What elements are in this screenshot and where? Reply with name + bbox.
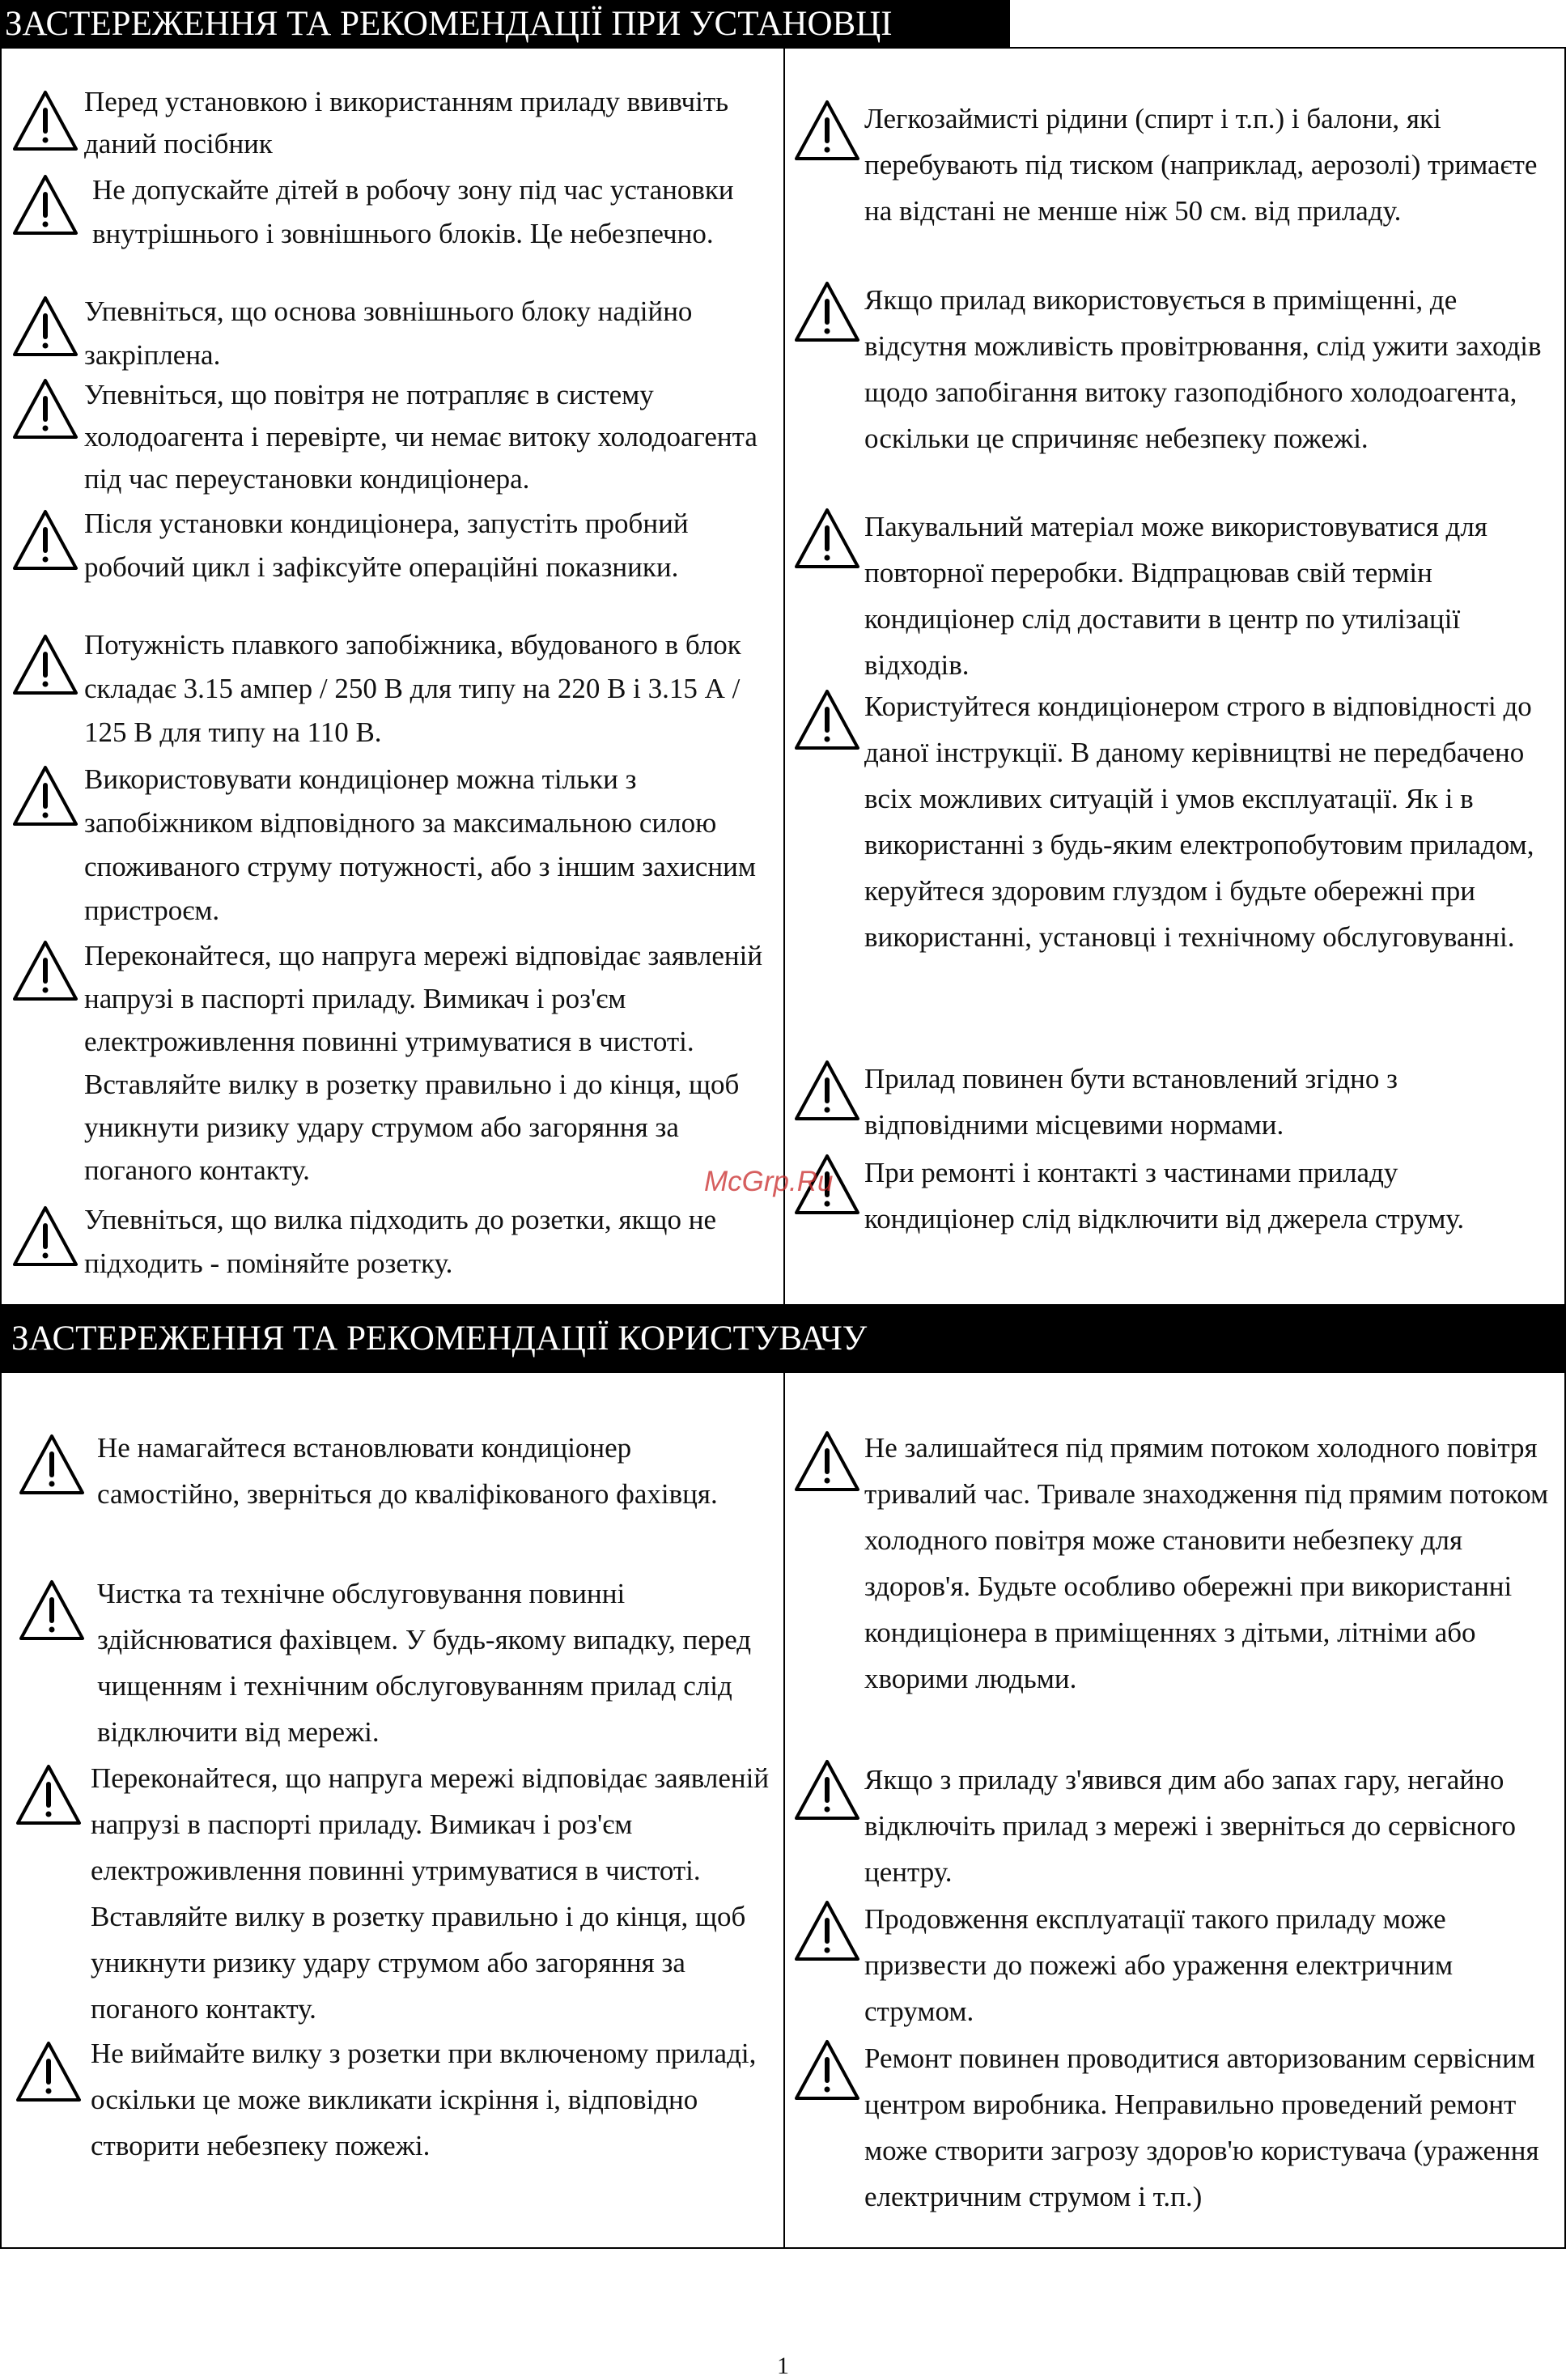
- installation-left-column: [11, 81, 772, 1289]
- warning-item: Якщо прилад використовується в приміщенні, де відсутня можливість провітрювання, слід ужити заходів щодо запобігання витоку газоподібного холодоагента, оскільки це спричиняє небезпеку пожежі.: [793, 277, 1554, 504]
- warning-icon: [11, 508, 79, 572]
- warning-icon: [793, 1899, 861, 1962]
- warning-icon: [11, 295, 79, 358]
- section-title-installation: [0, 0, 1010, 47]
- warning-item: Пакувальний матеріал може використовуватися для повторної переробки. Відпрацював свій термін кондиціонер слід доставити в центр по утилізації відходів.: [793, 504, 1554, 683]
- warning-icon: [18, 1579, 86, 1642]
- column-divider: [783, 47, 785, 1306]
- warning-item: Продовження експлуатації такого приладу може призвести до пожежі або ураження електричним струмом.: [793, 1896, 1554, 2035]
- warning-icon: [793, 2038, 861, 2102]
- warning-icon: [11, 1205, 79, 1268]
- warning-item: При ремонті і контакті з частинами приладу кондиціонер слід відключити від джерела струму.: [793, 1150, 1554, 1287]
- warning-item: Потужність плавкого запобіжника, вбудованого в блок складає 3.15 ампер / 250 В для типу на 220 В і 3.15 А / 125 В для типу на 110 В.: [11, 623, 772, 758]
- warning-item: Легкозаймисті рідини (спирт і т.п.) і балони, які перебувають під тиском (наприклад, аерозолі) тримаєте на відстані не менше ніж 50 см. від приладу.: [793, 96, 1554, 277]
- warning-icon: [793, 1059, 861, 1122]
- warning-icon: [11, 377, 79, 440]
- warning-icon: [11, 939, 79, 1002]
- watermark: McGrp.Ru: [704, 1166, 834, 1197]
- warning-icon: [11, 633, 79, 696]
- warning-item: Переконайтеся, що напруга мережі відповідає заявленій напрузі в паспорті приладу. Вимикач і роз'єм електроживлення повинні утримуватися в чистоті. Вставляйте вилку в розетку правильно і до кінця, щоб уникнути ризику удару струмом або загоряння за поганого контакту.: [10, 1755, 774, 2030]
- page-number: 1: [777, 2352, 789, 2379]
- warning-item: Перед установкою і використанням приладу ввивчіть даний посібник: [11, 81, 772, 165]
- warning-icon: [15, 2040, 83, 2103]
- warning-item: Після установки кондиціонера, запустіть пробний робочий цикл і зафіксуйте операційні показники.: [11, 502, 772, 623]
- section-title-text: ЗАСТЕРЕЖЕННЯ ТА РЕКОМЕНДАЦІЇ КОРИСТУВАЧУ: [11, 1319, 868, 1358]
- section-title-text: ЗАСТЕРЕЖЕННЯ ТА РЕКОМЕНДАЦІЇ ПРИ УСТАНОВЦІ: [5, 4, 893, 43]
- warning-icon: [793, 688, 861, 751]
- warning-icon: [11, 173, 79, 236]
- warning-item: Упевніться, що повітря не потрапляє в систему холодоагента і перевірте, чи немає витоку холодоагента під час переустановки кондиціонера.: [11, 374, 772, 502]
- warning-icon: [793, 1758, 861, 1821]
- warning-item: Не намагайтеся встановлювати кондиціонер самостійно, зверніться до кваліфікованого фахівця.: [10, 1425, 774, 1570]
- warning-icon: [18, 1433, 86, 1496]
- warning-item: Не виймайте вилку з розетки при включеному приладі, оскільки це може викликати іскріння і, відповідно створити небезпеку пожежі.: [10, 2030, 774, 2176]
- section-title-user: [0, 1304, 1566, 1372]
- warning-icon: [15, 1763, 83, 1826]
- column-divider: [783, 1371, 785, 2249]
- warning-icon: [793, 507, 861, 570]
- warning-icon: [11, 89, 79, 152]
- warning-item: Якщо з приладу з'явився дим або запах гару, негайно відключіть прилад з мережі і зверніться до сервісного центру.: [793, 1757, 1554, 1896]
- warning-item: Прилад повинен бути встановлений згідно з відповідними місцевими нормами.: [793, 1056, 1554, 1150]
- warning-icon: [793, 99, 861, 162]
- warning-item: Ремонт повинен проводитися авторизованим сервісним центром виробника. Неправильно проведений ремонт може створити загрозу здоров'ю користувача (ураження електричним струмом і т.п.): [793, 2035, 1554, 2221]
- warning-item: Упевніться, що вилка підходить до розетки, якщо не підходить - поміняйте розетку.: [11, 1198, 772, 1289]
- warning-item: Не залишайтеся під прямим потоком холодного повітря тривалий час. Тривале знаходження під прямим потоком холодного повітря може становити небезпеку для здоров'я. Будьте особливо обережні при використанні кондиціонера в приміщеннях з дітьми, літніми або хворими людьми.: [793, 1425, 1554, 1757]
- warning-item: Використовувати кондиціонер можна тільки з запобіжником відповідного за максимальною силою споживаного струму потужності, або з іншим захисним пристроєм.: [11, 758, 772, 934]
- installation-right-column: [793, 96, 1554, 1287]
- warning-item: Чистка та технічне обслуговування повинні здійснюватися фахівцем. У будь-якому випадку, перед чищенням і технічним обслуговуванням прилад слід відключити від мережі.: [10, 1570, 774, 1755]
- warning-item: Упевніться, що основа зовнішнього блоку надійно закріплена.: [11, 290, 772, 374]
- user-right-column: [793, 1425, 1554, 2221]
- warning-item: Користуйтеся кондиціонером строго в відповідності до даної інструкції. В даному керівництві не передбачено всіх можливих ситуацій і умов експлуатації. Як і в використанні з будь-яким електропобутовим приладом, керуйтеся здоровим глуздом і будьте обережні при використанні, установці і технічному обслуговуванні.: [793, 683, 1554, 1056]
- warning-item: Переконайтеся, що напруга мережі відповідає заявленій напрузі в паспорті приладу. Вимикач і роз'єм електроживлення повинні утримуватися в чистоті. Вставляйте вилку в розетку правильно і до кінця, щоб уникнути ризику удару струмом або загоряння за поганого контакту.: [11, 934, 772, 1198]
- warning-icon: [11, 764, 79, 827]
- warning-icon: [793, 280, 861, 343]
- warning-item: Не допускайте дітей в робочу зону під час установки внутрішнього і зовнішнього блоків. Це небезпечно.: [11, 168, 772, 290]
- warning-icon: [793, 1430, 861, 1493]
- user-left-column: [10, 1425, 774, 2176]
